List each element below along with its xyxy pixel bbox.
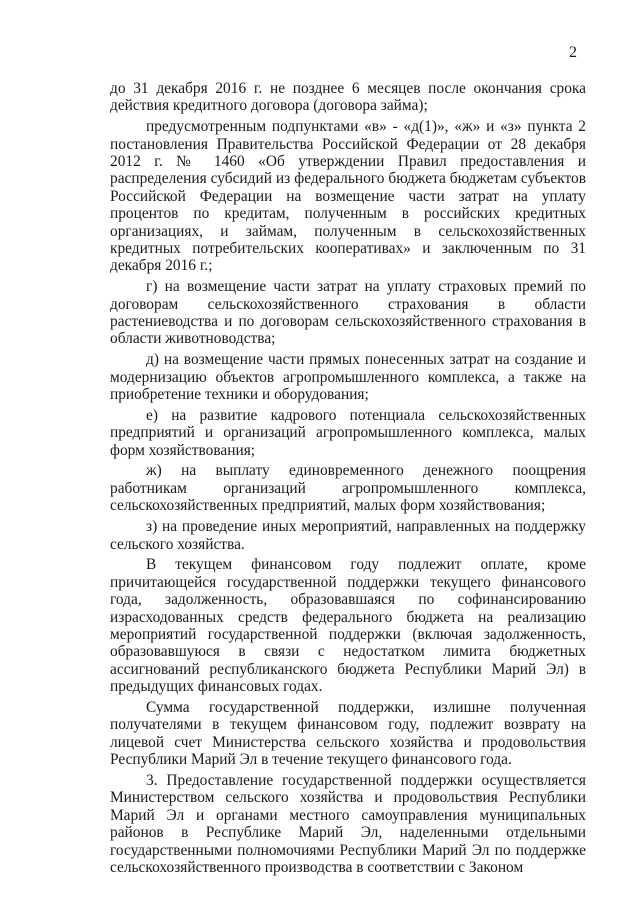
page-number: 2: [569, 44, 577, 61]
paragraph-item-e-personnel: е) на развитие кадрового потенциала сельскохозяйственных предприятий и организаций агропромышленного комплекса, малых форм хозяйствования;: [110, 406, 586, 459]
document-body: [110, 80, 586, 880]
paragraph-item-g-insurance: г) на возмещение части затрат на уплату страховых премий по договорам сельскохозяйственного страхования в области растениеводства и по договорам сельскохозяйственного страхования в области животноводства;: [110, 278, 586, 348]
paragraph-item-z-other: з) на проведение иных мероприятий, направленных на поддержку сельского хозяйства.: [110, 518, 586, 553]
paragraph-section-3: 3. Предоставление государственной поддержки осуществляется Министерством сельского хозяйства и продовольствия Республики Марий Эл и органами местного самоуправления муниципальных районов в Республике Марий Эл, наделенными отдельными государственными полномочиями Республики Марий Эл по поддержке сельскохозяйственного производства в соответствии с Законом: [110, 771, 586, 876]
paragraph-deadline: до 31 декабря 2016 г. не позднее 6 месяцев после окончания срока действия кредитного договора (договора займа);: [110, 80, 586, 115]
paragraph-current-year-debt: В текущем финансовом году подлежит оплате, кроме причитающейся государственной поддержки текущего финансового года, задолженность, образовавшаяся по софинансированию израсходованных средств федерального бюджета на реализацию мероприятий государственной поддержки (включая задолженность, образовавшуюся в связи с недостатком лимита бюджетных ассигнований республиканского бюджета Республики Марий Эл) в предыдущих финансовых годах.: [110, 556, 586, 696]
paragraph-refund: Сумма государственной поддержки, излишне полученная получателями в текущем финансовом году, подлежит возврату на лицевой счет Министерства сельского хозяйства и продовольствия Республики Марий Эл в течение текущего финансового года.: [110, 698, 586, 769]
paragraph-item-d-modernization: д) на возмещение части прямых понесенных затрат на создание и модернизацию объектов агропромышленного комплекса, а также на приобретение техники и оборудования;: [110, 351, 586, 404]
paragraph-subsidy-loans: предусмотренным подпунктами «в» - «д(1)», «ж» и «з» пункта 2 постановления Правительства Российской Федерации от 28 декабря 2012 г. № 1460 «Об утверждении Правил предоставления и распределения субсидий из федерального бюджета бюджетам субъектов Российской Федерации на возмещение части затрат на уплату процентов по кредитам, полученным в российских кредитных организациях, и займам, полученным в сельскохозяйственных кредитных потребительских кооперативах» и заключенным по 31 декабря 2016 г.;: [110, 118, 586, 275]
paragraph-item-zh-bonus: ж) на выплату единовременного денежного поощрения работникам организаций агропромышленного комплекса, сельскохозяйственных предприятий, малых форм хозяйствования;: [110, 462, 586, 515]
